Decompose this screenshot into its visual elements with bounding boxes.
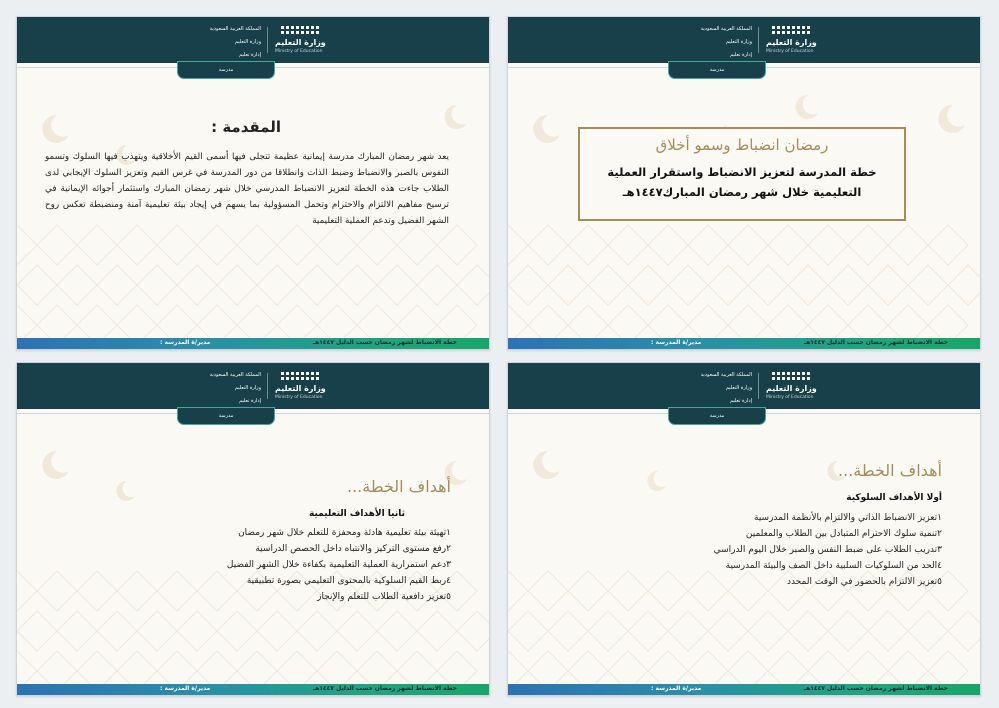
header-department: إدارة تعليم [730, 52, 752, 58]
ministry-logo [766, 371, 836, 401]
header-info [197, 369, 261, 408]
header-ministry: وزارة التعليم [234, 385, 261, 391]
header-divider [267, 373, 268, 399]
header-divider [758, 27, 759, 53]
slide-title: رمضان انضباط وسمو أخلاق [655, 136, 829, 154]
slide-header [17, 363, 489, 409]
school-tab: مدرسة [668, 61, 766, 79]
footer-plan-text: خطة الانضباط لشهر رمضان حسب الدليل ١٤٤٧هـ [313, 685, 457, 692]
slide-3-thumbnail[interactable] [507, 362, 981, 696]
logo-dots-icon [281, 372, 325, 384]
logo-wordmark: وزارة التعليم [275, 38, 326, 47]
slide-header [17, 17, 489, 63]
goal-item: ٤الحد من السلوكيات السلبية داخل الصف والبيئة المدرسية [725, 561, 942, 571]
header-ministry: وزارة التعليم [234, 39, 261, 45]
slide-footer [17, 684, 489, 695]
slide-1-thumbnail[interactable] [507, 16, 981, 350]
logo-english-text: Ministry of Education [275, 395, 323, 400]
logo-english-text: Ministry of Education [766, 49, 814, 54]
goal-item: ٣دعم استمرارية العملية التعليمية بكفاءة خلال الشهر الفضيل [226, 560, 451, 570]
goals-heading: أهداف الخطة... [837, 461, 942, 480]
goals-subheading: ثانيا الأهداف التعليمية [309, 509, 405, 519]
header-department: إدارة تعليم [239, 52, 261, 58]
header-department: إدارة تعليم [730, 398, 752, 404]
slide-header [508, 363, 980, 409]
goal-item: ٥تعزيز الالتزام بالحضور في الوقت المحدد [787, 577, 942, 587]
school-tab: مدرسة [177, 407, 275, 425]
slide-4-thumbnail[interactable] [16, 362, 490, 696]
footer-plan-text: خطة الانضباط لشهر رمضان حسب الدليل ١٤٤٧هـ [804, 339, 948, 346]
intro-paragraph: يعد شهر رمضان المبارك مدرسة إيمانية عظيمة تتجلى فيها أسمى القيم الأخلاقية ويتهذب فيها السلوك وتسمو النفوس بالصبر والانضباط وضبط الذات وانطلاقا من دور المدرسة في غرس القيم وتعزيز السلوك الإيجابي لدى الطلاب جاءت هذه الخطة لتعزيز الانضباط المدرسي خلال شهر رمضان المبارك واستثمار أجوائه الإيمانية في ترسيخ مفاهيم الالتزام والاحترام وتحمل المسؤولية بما يسهم في إيجاد بيئة تعليمية آمنة ومنضبطة تعكس روح الشهر الفضيل وتدعم العملية التعليمية [45, 152, 449, 226]
goals-subheading: أولا الأهداف السلوكية [846, 493, 942, 503]
slide-subtitle: خطة المدرسة لتعزيز الانضباط واستقرار العملية التعليمية خلال شهر رمضان المبارك١٤٤٧هـ [607, 165, 877, 199]
header-divider [758, 373, 759, 399]
goal-item: ٢رفع مستوى التركيز والانتباه داخل الحصص الدراسية [255, 544, 451, 554]
goal-item: ٢تنمية سلوك الاحترام المتبادل بين الطلاب والمعلمين [745, 529, 942, 539]
slide-footer [508, 338, 980, 349]
goals-list [227, 525, 451, 605]
header-info [688, 369, 752, 408]
logo-wordmark: وزارة التعليم [766, 38, 817, 47]
logo-english-text: Ministry of Education [766, 395, 814, 400]
goal-item: ٤ربط القيم السلوكية بالمحتوى التعليمي بصورة تطبيقية [246, 576, 451, 586]
header-info [688, 23, 752, 62]
slide-footer [17, 338, 489, 349]
header-info [197, 23, 261, 62]
header-divider [267, 27, 268, 53]
header-country: المملكة العربية السعودية [700, 26, 752, 32]
goal-item: ٥تعزيز دافعية الطلاب للتعلم والإنجاز [317, 592, 451, 602]
header-country: المملكة العربية السعودية [209, 26, 261, 32]
logo-dots-icon [772, 26, 816, 38]
header-country: المملكة العربية السعودية [700, 372, 752, 378]
footer-plan-text: خطة الانضباط لشهر رمضان حسب الدليل ١٤٤٧هـ [313, 339, 457, 346]
footer-principal-text: مدير/ة المدرسة : [651, 685, 702, 692]
school-tab: مدرسة [177, 61, 275, 79]
school-tab: مدرسة [668, 407, 766, 425]
header-ministry: وزارة التعليم [725, 385, 752, 391]
goal-item: ١تهيئة بيئة تعليمية هادئة ومحفزة للتعلم خلال شهر رمضان [238, 528, 451, 538]
logo-english-text: Ministry of Education [275, 49, 323, 54]
ministry-logo [275, 25, 345, 55]
goal-item: ١تعزيز الانضباط الذاتي والالتزام بالأنظمة المدرسية [754, 513, 942, 523]
goals-list [714, 510, 942, 590]
footer-plan-text: خطة الانضباط لشهر رمضان حسب الدليل ١٤٤٧هـ [804, 685, 948, 692]
slide-2-thumbnail[interactable] [16, 16, 490, 350]
logo-dots-icon [281, 26, 325, 38]
logo-wordmark: وزارة التعليم [275, 384, 326, 393]
header-country: المملكة العربية السعودية [209, 372, 261, 378]
title-box [578, 127, 906, 221]
ministry-logo [766, 25, 836, 55]
goal-item: ٣تدريب الطلاب على ضبط النفس والصبر خلال اليوم الدراسي [713, 545, 942, 555]
footer-principal-text: مدير/ة المدرسة : [160, 339, 211, 346]
footer-principal-text: مدير/ة المدرسة : [651, 339, 702, 346]
logo-wordmark: وزارة التعليم [766, 384, 817, 393]
ministry-logo [275, 371, 345, 401]
slide-footer [508, 684, 980, 695]
header-department: إدارة تعليم [239, 398, 261, 404]
logo-dots-icon [772, 372, 816, 384]
footer-principal-text: مدير/ة المدرسة : [160, 685, 211, 692]
intro-heading: المقدمة : [211, 118, 281, 136]
slide-header [508, 17, 980, 63]
header-ministry: وزارة التعليم [725, 39, 752, 45]
goals-heading: أهداف الخطة... [346, 477, 451, 496]
